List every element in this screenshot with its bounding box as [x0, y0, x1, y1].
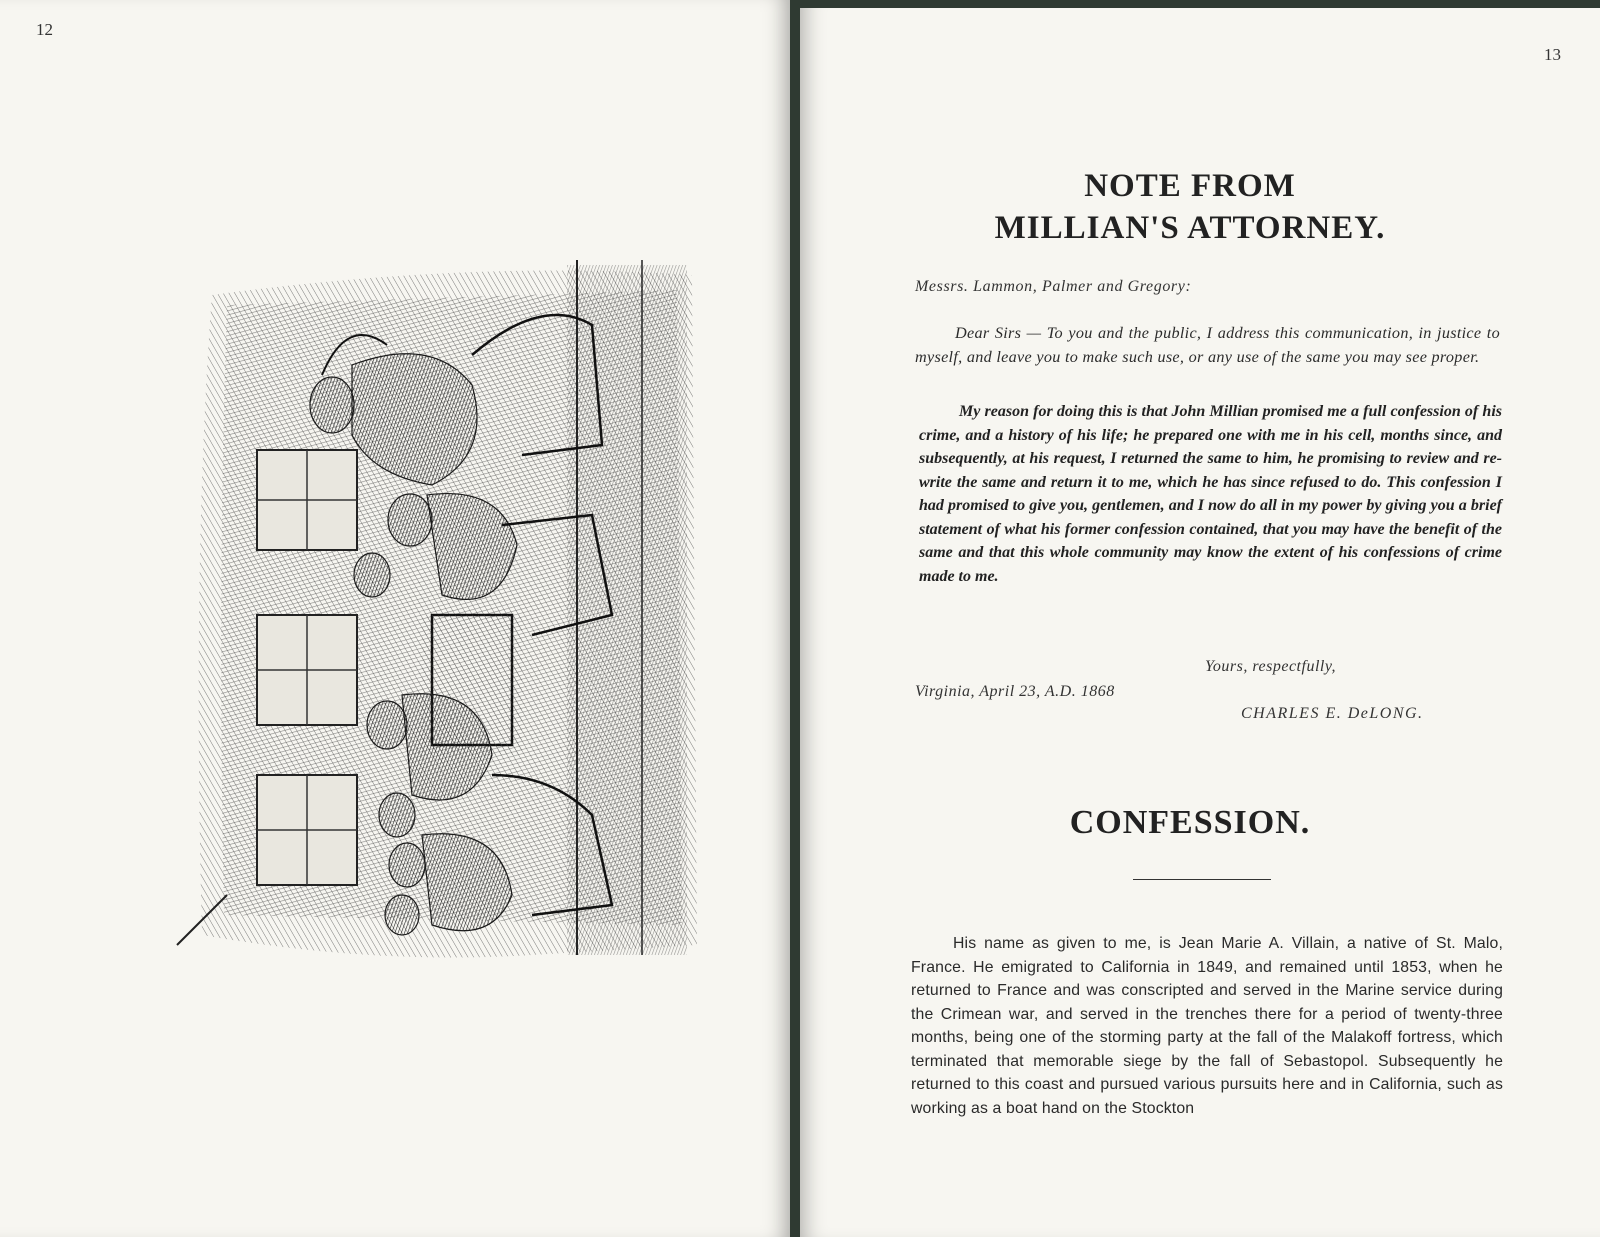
letter-paragraph-1: Dear Sirs — To you and the public, I address this communication, in justice to myself, and leave you to make such use, or any use of the same you may see proper.	[915, 324, 1500, 366]
letter-paragraph-2: My reason for doing this is that John Millian promised me a full confession of his crime, and a history of his life; he prepared one with me in his cell, months since, and subsequently, at his request, I returned the same to him, he promising to review and re-write the same and return it to me, which he has since refused to do. This confession I had promised to give you, gentlemen, and I now do all in my power by giving you a brief statement of what his former confession contained, that you may have the benefit of the same and that this whole community may know the extent of his confessions of crime made to me.	[919, 403, 1502, 585]
letter-closing: Yours, respectfully,	[1205, 658, 1337, 675]
note-title-line1: NOTE FROM	[1084, 168, 1296, 204]
confession-title: CONFESSION.	[1069, 804, 1311, 841]
letter-dateline: Virginia, April 23, A.D. 1868	[915, 683, 1115, 700]
note-title-line2: MILLIAN'S ATTORNEY.	[994, 210, 1386, 246]
confession-text: His name as given to me, is Jean Marie A. Villain, a native of St. Malo, France. He emigrated to California in 1849, and remained until 1853, when he returned to France and was conscripted and served in the Marine service during the Crimean war, and served in the trenches there for a period of twenty-three months, being one of the storming party at the fall of the Malakoff fortress, which terminated that memorable siege by the fall of Sebastopol. Subsequently he returned to this coast and pursued various pursuits here and in California, such as working as a boat hand on the Stockton	[911, 935, 1503, 1117]
page-number-right: 13	[1544, 45, 1561, 64]
right-page	[800, 0, 1600, 1237]
page-number-left: 12	[36, 20, 53, 39]
engraving-illustration	[172, 255, 710, 973]
addressee: Messrs. Lammon, Palmer and Gregory:	[915, 278, 1192, 295]
note-title	[890, 165, 1490, 249]
section-divider	[1133, 879, 1271, 880]
left-page	[0, 0, 790, 1237]
letter-signature: CHARLES E. DeLONG.	[1241, 705, 1424, 722]
page-edge-band	[800, 0, 1600, 8]
